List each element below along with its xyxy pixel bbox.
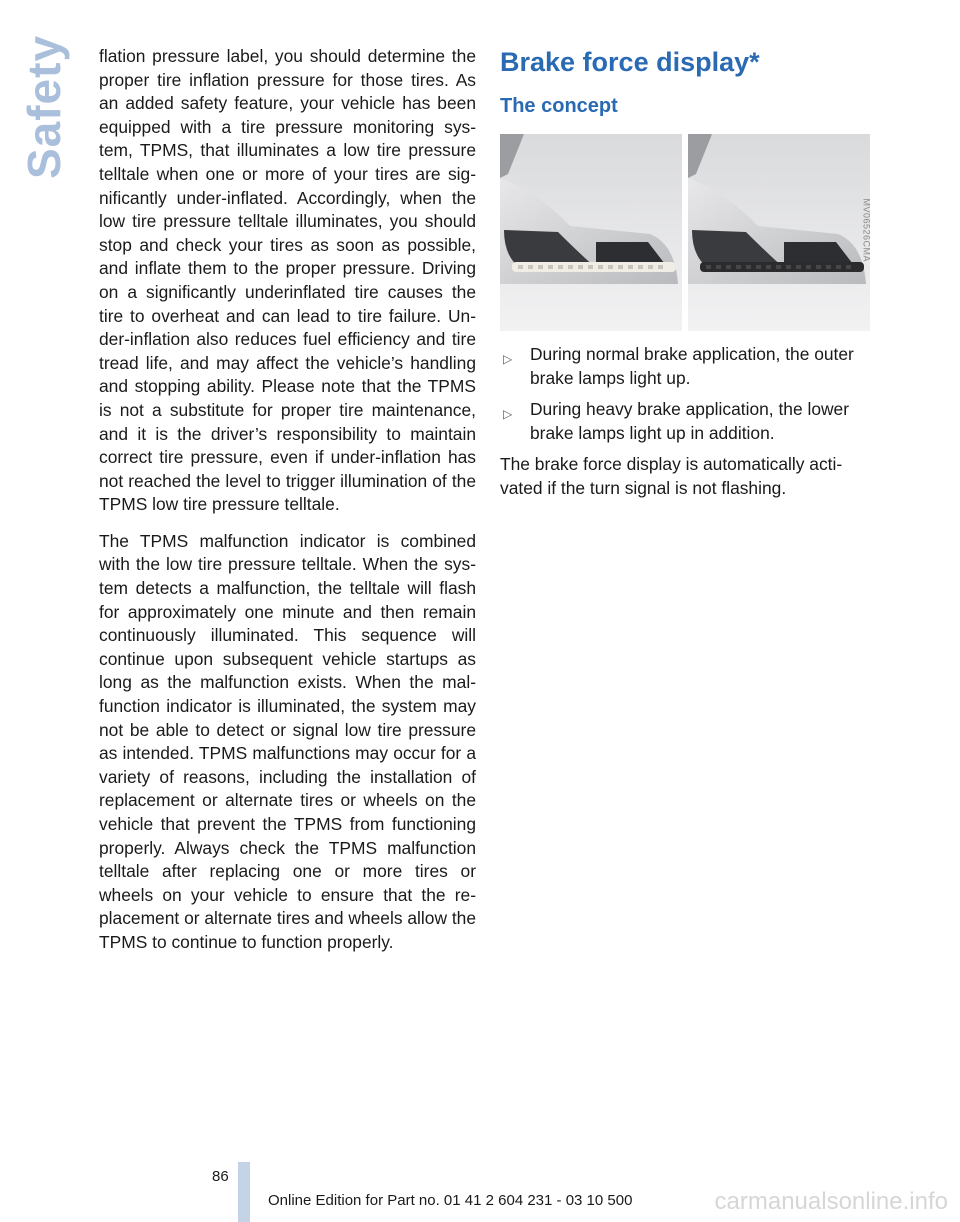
list-item xyxy=(500,398,870,445)
list-item-text: During normal brake application, the outer brake lamps light up. xyxy=(530,344,854,388)
section-tab-label: Safety xyxy=(18,34,70,180)
watermark: carmanualsonline.info xyxy=(714,1188,948,1215)
edition-line: Online Edition for Part no. 01 41 2 604 231 - 03 10 500 xyxy=(268,1192,633,1209)
right-column xyxy=(500,45,870,501)
brake-lamp-figure xyxy=(500,134,870,331)
subsection-heading: The concept xyxy=(500,95,618,117)
triangle-bullet-icon: ▷ xyxy=(503,352,513,366)
footer-bar xyxy=(238,1162,250,1222)
figure-code: MV06526CMA xyxy=(862,198,872,262)
list-item xyxy=(500,343,870,390)
body-paragraph: The TPMS malfunction indicator is combined with the low tire pressure telltale. When the sys‐tem detects a malfunction, the telltale will flash for approximately one minute and then remain continuously illuminated. This sequence will continue upon subsequent vehicle startups as long as the malfunction exists. When the mal‐function indicator is illuminated, the system may not be able to detect or signal low tire pressure as intended. TPMS malfunctions may occur for a variety of reasons, including the installation of replacement or alternate tires or wheels on the vehicle that prevent the TPMS from functioning properly. Always check the TPMS malfunction telltale after replacing one or more tires or wheels on your vehicle to ensure that the re‐placement or alternate tires and wheels allow the TPMS to continue to function properly. xyxy=(99,530,477,952)
page-number: 86 xyxy=(212,1168,229,1185)
body-paragraph: The brake force display is automatically acti‐vated if the turn signal is not flashing. xyxy=(500,454,843,498)
section-heading: Brake force display* xyxy=(500,47,760,77)
section-tab xyxy=(14,34,74,180)
figure-panel-normal xyxy=(500,134,682,331)
list-item-text: During heavy brake application, the lower brake lamps light up in addition. xyxy=(530,399,850,443)
body-paragraph: flation pressure label, you should determine the proper tire inflation pressure for those tires. As an added safety feature, your vehicle has been equipped with a tire pressure monitoring sys‐tem, TPMS, that illuminates a low tire pressure telltale when one or more of your tires are sig‐nificantly under-inflated. Accordingly, when the low tire pressure telltale illuminates, you should stop and check your tires as soon as possible, and inflate them to the proper pressure. Driving on a significantly underinflated tire causes the tire to overheat and can lead to tire failure. Un‐der-inflation also reduces fuel efficiency and tire tread life, and may affect the vehicle’s handling and stopping ability. Please note that the TPMS is not a substitute for proper tire maintenance, and it is the driver’s responsibility to maintain correct tire pressure, even if under-inflation has not reached the level to trigger illumination of the TPMS low tire pressure telltale. xyxy=(99,46,476,515)
tail-lamp-illustration-icon xyxy=(500,134,870,331)
triangle-bullet-icon: ▷ xyxy=(503,407,513,422)
figure-panel-heavy xyxy=(688,134,870,331)
bullet-list xyxy=(500,343,870,445)
left-column xyxy=(99,45,476,968)
